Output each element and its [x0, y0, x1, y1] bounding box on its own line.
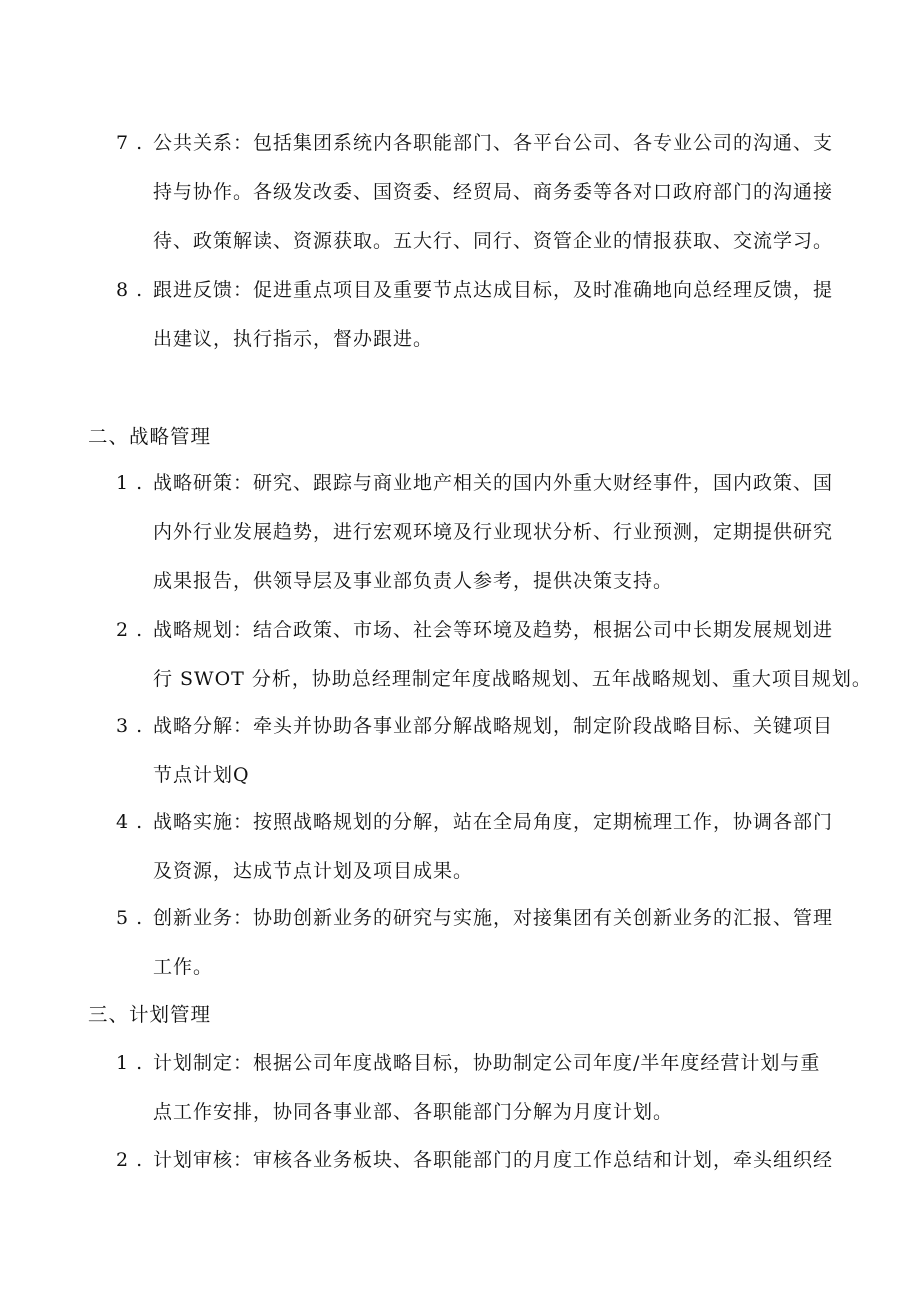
item-text-line: 计划审核：审核各业务板块、各职能部门的月度工作总结和计划，牵头组织经 — [153, 1149, 834, 1171]
item-text-line: 公共关系：包括集团系统内各职能部门、各平台公司、各专业公司的沟通、支 — [153, 132, 834, 154]
item-text-line: 战略研策：研究、跟踪与商业地产相关的国内外重大财经事件，国内政策、国 — [153, 472, 834, 494]
item-text-line: 工作。 — [153, 956, 214, 978]
item-text-line: 战略实施：按照战略规划的分解，站在全局角度，定期梳理工作，协调各部门 — [153, 811, 834, 833]
item-text-line: 持与协作。各级发改委、国资委、经贸局、商务委等各对口政府部门的沟通接 — [153, 181, 834, 203]
item-text-line: 及资源，达成节点计划及项目成果。 — [153, 860, 474, 882]
item-number: 5 . — [116, 907, 144, 929]
item-text-line: 点工作安排，协同各事业部、各职能部门分解为月度计划。 — [153, 1101, 674, 1123]
item-text-line: 计划制定：根据公司年度战略目标，协助制定公司年度/半年度经营计划与重 — [153, 1052, 821, 1074]
item-text-line: 战略规划：结合政策、市场、社会等环境及趋势，根据公司中长期发展规划进 — [153, 619, 834, 641]
item-text-line: 跟进反馈：促进重点项目及重要节点达成目标，及时准确地向总经理反馈，提 — [153, 279, 834, 301]
item-text-line: 行 SWOT 分析，协助总经理制定年度战略规划、五年战略规划、重大项目规划。 — [153, 668, 872, 690]
item-number: 8 . — [116, 279, 144, 301]
item-number: 2 . — [116, 619, 144, 641]
item-text-line: 成果报告，供领导层及事业部负责人参考，提供决策支持。 — [153, 570, 674, 592]
item-text-line: 出建议，执行指示，督办跟进。 — [153, 328, 434, 350]
item-number: 1 . — [116, 472, 144, 494]
item-number: 7 . — [116, 132, 144, 154]
item-text-line: 创新业务：协助创新业务的研究与实施，对接集团有关创新业务的汇报、管理 — [153, 907, 834, 929]
item-number: 1 . — [116, 1052, 144, 1074]
item-number: 2 . — [116, 1149, 144, 1171]
item-text-line: 内外行业发展趋势，进行宏观环境及行业现状分析、行业预测，定期提供研究 — [153, 521, 834, 543]
item-number: 4 . — [116, 811, 144, 833]
item-number: 3 . — [116, 715, 144, 737]
item-text-line: 节点计划Q — [153, 764, 250, 786]
section-heading-strategy: 二、战略管理 — [88, 425, 212, 448]
section-heading-plan: 三、计划管理 — [88, 1003, 212, 1026]
item-text-line: 待、政策解读、资源获取。五大行、同行、资管企业的情报获取、交流学习。 — [153, 230, 834, 252]
item-text-line: 战略分解：牵头并协助各事业部分解战略规划，制定阶段战略目标、关键项目 — [153, 715, 834, 737]
